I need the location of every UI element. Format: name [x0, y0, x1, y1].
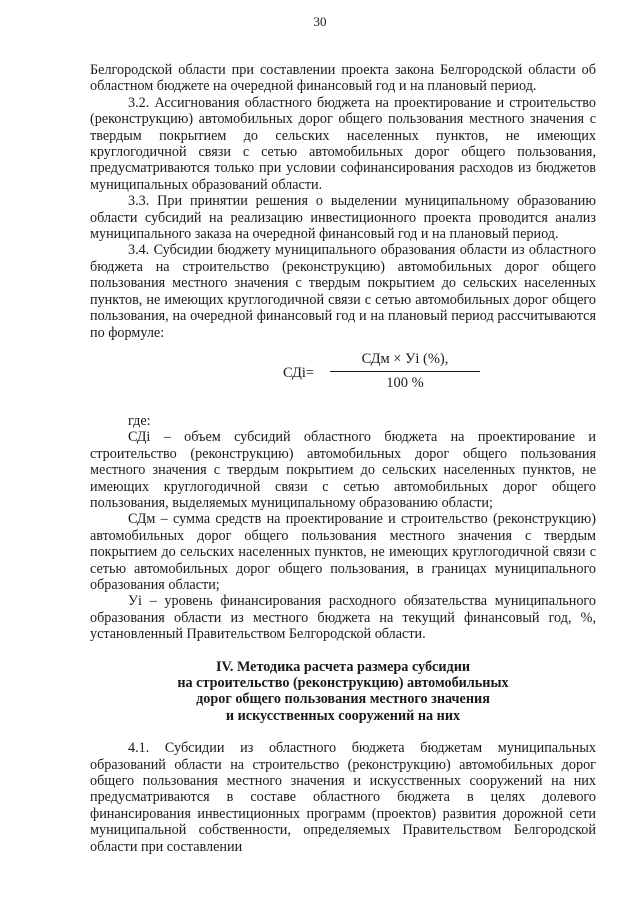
paragraph-3-2: 3.2. Ассигнования областного бюджета на проектирование и строительство (реконструкцию) автомобильных дорог общего пользования местного значения с твердым покрытием до сельских населенных пунктов, не имеющих круглогодичной связи с сетью автомобильных дорог общего пользования, предусматриваются только при условии софинансирования расходов из бюджетов муниципальных образований области.	[90, 94, 596, 193]
paragraph-4-1: 4.1. Субсидии из областного бюджета бюджетам муниципальных образований области на строительство (реконструкцию) автомобильных дорог общего пользования местного значения и искусственных сооружений на них предусматриваются в составе областного бюджета в целях долевого финансирования инвестиционных программ (проектов) развития дорожной сети муниципальной собственности, определяемых Правительством Белгородской области при составлении	[90, 740, 596, 855]
formula-numerator: СДм × Уi (%),	[361, 350, 449, 367]
document-body	[90, 62, 596, 855]
section-heading-line: и искусственных сооружений на них	[225, 707, 461, 724]
page-number: 30	[313, 14, 327, 29]
formula-lhs: СДi=	[283, 364, 315, 381]
definition-sdi: СДi – объем субсидий областного бюджета на проектирование и строительство (реконструкцию) автомобильных дорог общего пользования местного значения с твердым покрытием до сельских населенных пунктов, не имеющих круглогодичной связи с сетью автомобильных дорог общего пользования, выделяемых муниципальному образованию области;	[90, 429, 596, 511]
section-heading-iv	[90, 659, 596, 725]
formula-denominator: 100 %	[386, 374, 424, 391]
section-heading-line: дорог общего пользования местного значения	[196, 691, 490, 708]
definition-sdm: СДм – сумма средств на проектирование и строительство (реконструкцию) автомобильных дорог общего пользования местного значения с твердым покрытием до сельских населенных пунктов, не имеющих круглогодичной связи с сетью автомобильных дорог общего пользования, в границах муниципального образования области;	[90, 511, 596, 593]
paragraph-continuation: Белгородской области при составлении проекта закона Белгородской области об областном бюджете на очередной финансовый год и на плановый период.	[90, 62, 596, 95]
definition-ui: Уi – уровень финансирования расходного обязательства муниципального образования области из местного бюджета на текущий финансовый год, %, установленный Правительством Белгородской области.	[90, 593, 596, 643]
paragraph-3-3: 3.3. При принятии решения о выделении муниципальному образованию области субсидий на реализацию инвестиционного проекта проводится анализ муниципального заказа на очередной финансовый год и на плановый период.	[90, 193, 596, 243]
section-heading-line: на строительство (реконструкцию) автомобильных	[177, 675, 509, 691]
section-heading-line: IV. Методика расчета размера субсидии	[215, 658, 471, 675]
formula-fraction-line	[330, 371, 480, 372]
where-label: где:	[128, 412, 151, 429]
subsidy-formula	[90, 349, 596, 409]
paragraph-3-4: 3.4. Субсидии бюджету муниципального образования области из областного бюджета на строительство (реконструкцию) автомобильных дорог общего пользования местного значения с твердым покрытием до сельских населенных пунктов, не имеющих круглогодичной связи с сетью автомобильных дорог общего пользования, на очередной финансовый год и на плановый период рассчитываются по формуле:	[90, 242, 596, 341]
